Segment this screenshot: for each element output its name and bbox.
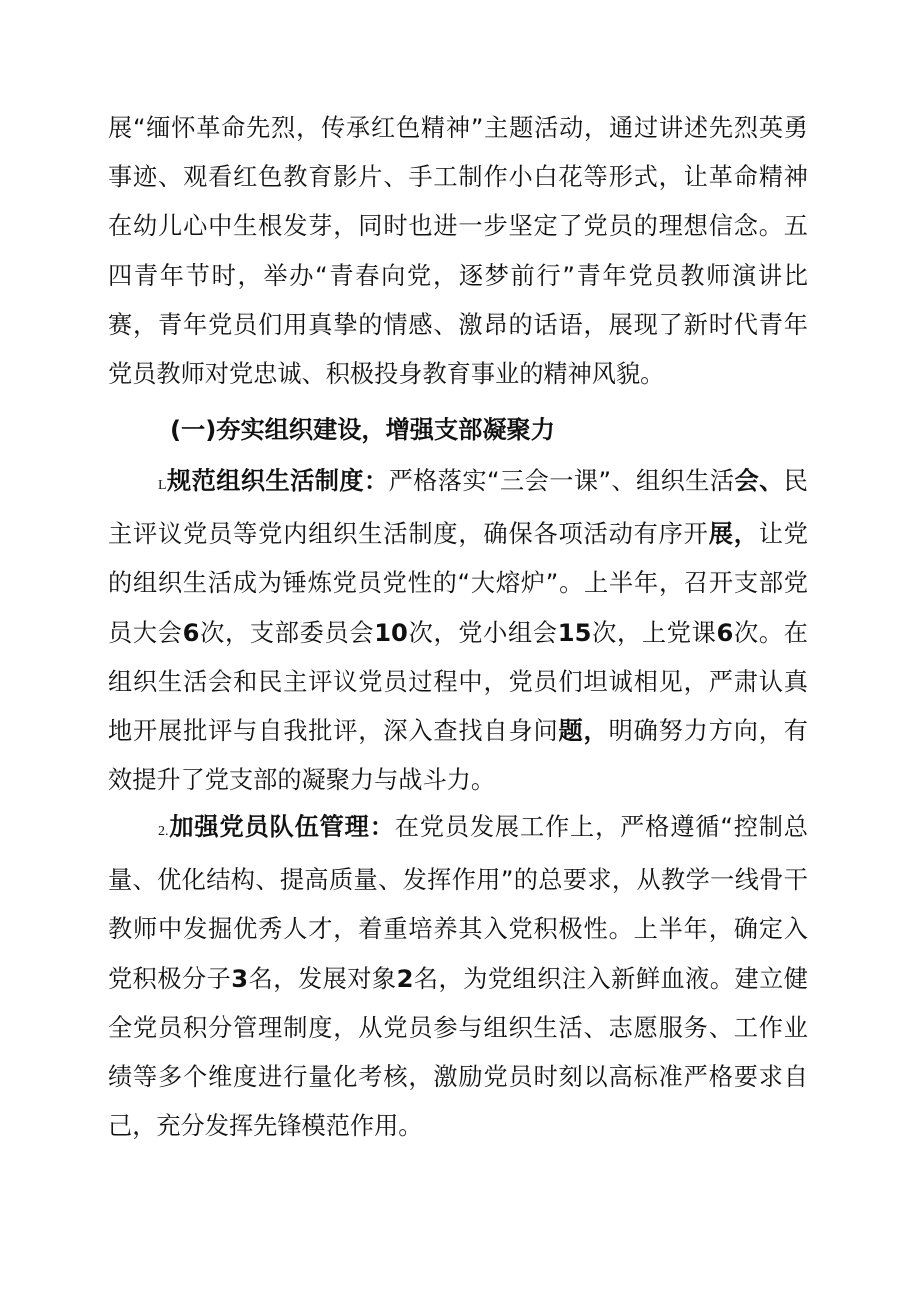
text-segment: 民主评议党员等党内组织生活制度，确保各项活动有序开 bbox=[108, 467, 808, 549]
text-segment: 在党员发展工作上，严格遵循“控制总量、优化结构、提高质量、发挥作用”的总要求，从教学一线骨干教师中发掘优秀人才，着重培养其入党积极性。上半年，确定入党积极分子 bbox=[108, 813, 808, 993]
item-title: 规范组织生活制度： bbox=[166, 467, 389, 495]
text-segment: 次，上党课 bbox=[591, 618, 717, 647]
count-party-congress: 6 bbox=[182, 618, 200, 647]
text-segment: 让党的组织生活成为锤炼党员党性的“大熔炉”。上半年，召开支部党员大会 bbox=[108, 520, 808, 647]
paragraph-organization-life bbox=[108, 457, 808, 805]
text-segment: 明确努力方向，有效提升了党支部的凝聚力与战斗力。 bbox=[108, 717, 808, 795]
text-segment: 次。在组织生活会和民主评议党员过程中，党员们坦诚相见，严肃认真地开展批评与自我批评，深入查找自身问 bbox=[108, 618, 808, 746]
bold-segment: 展， bbox=[708, 520, 759, 549]
text-segment: 严格落实“三会一课”、组织生活 bbox=[388, 467, 735, 495]
paragraph-red-spirit-activities: 展“缅怀革命先烈，传承红色精神”主题活动，通过讲述先烈英勇事迹、观看红色教育影片、手工制作小白花等形式，让革命精神在幼儿心中生根发芽，同时也进一步坚定了党员的理想信念。五四青年节时，举办“青春向党，逐梦前行”青年党员教师演讲比赛，青年党员们用真挚的情感、激昂的话语，展现了新时代青年党员教师对党忠诚、积极投身教育事业的精神风貌。 bbox=[108, 114, 808, 389]
list-marker: L bbox=[158, 478, 167, 493]
list-marker: 2. bbox=[158, 824, 169, 839]
bold-segment: 题， bbox=[558, 717, 609, 746]
item-title: 加强党员队伍管理： bbox=[168, 813, 395, 841]
text-segment: 次，党小组会 bbox=[407, 618, 558, 647]
count-candidates: 2 bbox=[396, 964, 414, 993]
count-party-lecture: 6 bbox=[716, 618, 734, 647]
bold-segment: 会、 bbox=[734, 467, 784, 495]
text-segment: 次，支部委员会 bbox=[199, 618, 375, 647]
paragraph-member-management bbox=[108, 803, 808, 1151]
section-heading: (一)夯实组织建设，增强支部凝聚力 bbox=[170, 416, 555, 444]
text-segment: 名，发展对象 bbox=[248, 964, 397, 993]
text-segment: 名，为党组织注入新鲜血液。建立健全党员积分管理制度，从党员参与组织生活、志愿服务、工作业绩等多个维度进行量化考核，激励党员时刻以高标准严格要求自己，充分发挥先锋模范作用。 bbox=[108, 964, 808, 1141]
count-committee: 10 bbox=[374, 618, 408, 647]
count-activists: 3 bbox=[231, 964, 249, 993]
count-group-meeting: 15 bbox=[557, 618, 592, 647]
